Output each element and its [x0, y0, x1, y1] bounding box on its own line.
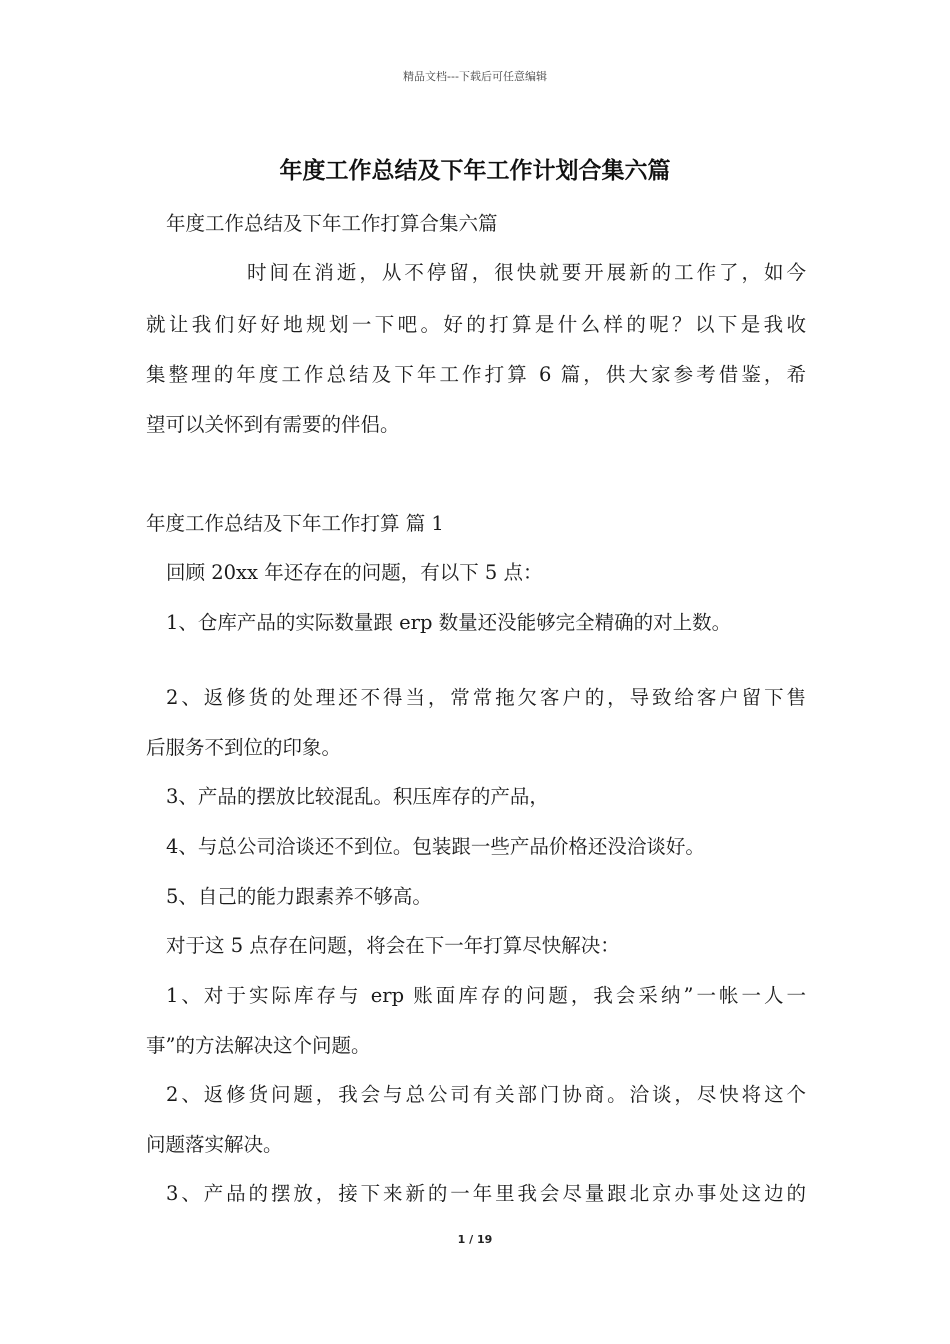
page-indicator: 1 / 19 [457, 1233, 493, 1246]
document-title: 年度工作总结及下年工作计划合集六篇 [279, 158, 671, 184]
intro-line-2: 就让我们好好地规划一下吧。好的打算是什么样的呢？以下是我收 [146, 313, 806, 336]
section-heading: 年度工作总结及下年工作打算 篇 1 [146, 512, 444, 535]
problem-item-5: 5、自己的能力跟素养不够高。 [166, 885, 432, 908]
problem-item-4: 4、与总公司洽谈还不到位。包装跟一些产品价格还没洽谈好。 [166, 835, 705, 858]
problem-item-2-line-2: 后服务不到位的印象。 [146, 736, 342, 759]
intro-line-3: 集整理的年度工作总结及下年工作打算 6 篇，供大家参考借鉴，希 [146, 363, 806, 386]
solution-item-2-line-1: 2、返修货问题，我会与总公司有关部门协商。洽谈，尽快将这个 [166, 1083, 806, 1106]
intro-line-4: 望可以关怀到有需要的伴侣。 [146, 413, 400, 436]
intro-line-1: 时间在消逝，从不停留，很快就要开展新的工作了，如今 [247, 261, 806, 284]
problems-intro: 回顾 20xx 年还存在的问题，有以下 5 点： [166, 561, 543, 584]
problem-item-2-line-1: 2、返修货的处理还不得当，常常拖欠客户的，导致给客户留下售 [166, 686, 806, 709]
solutions-intro: 对于这 5 点存在问题，将会在下一年打算尽快解决： [166, 934, 620, 957]
problem-item-1: 1、仓库产品的实际数量跟 erp 数量还没能够完全精确的对上数。 [166, 611, 732, 634]
solution-item-3-line-1: 3、产品的摆放，接下来新的一年里我会尽量跟北京办事处这边的 [166, 1182, 806, 1205]
solution-item-2-line-2: 问题落实解决。 [146, 1133, 283, 1156]
problem-item-3: 3、产品的摆放比较混乱。积压库存的产品， [166, 785, 549, 808]
subtitle-line: 年度工作总结及下年工作打算合集六篇 [166, 212, 498, 235]
page-header: 精品文档---下载后可任意编辑 [403, 70, 547, 83]
solution-item-1-line-2: 事”的方法解决这个问题。 [146, 1034, 371, 1057]
solution-item-1-line-1: 1、对于实际库存与 erp 账面库存的问题，我会采纳”一帐一人一 [166, 984, 806, 1007]
